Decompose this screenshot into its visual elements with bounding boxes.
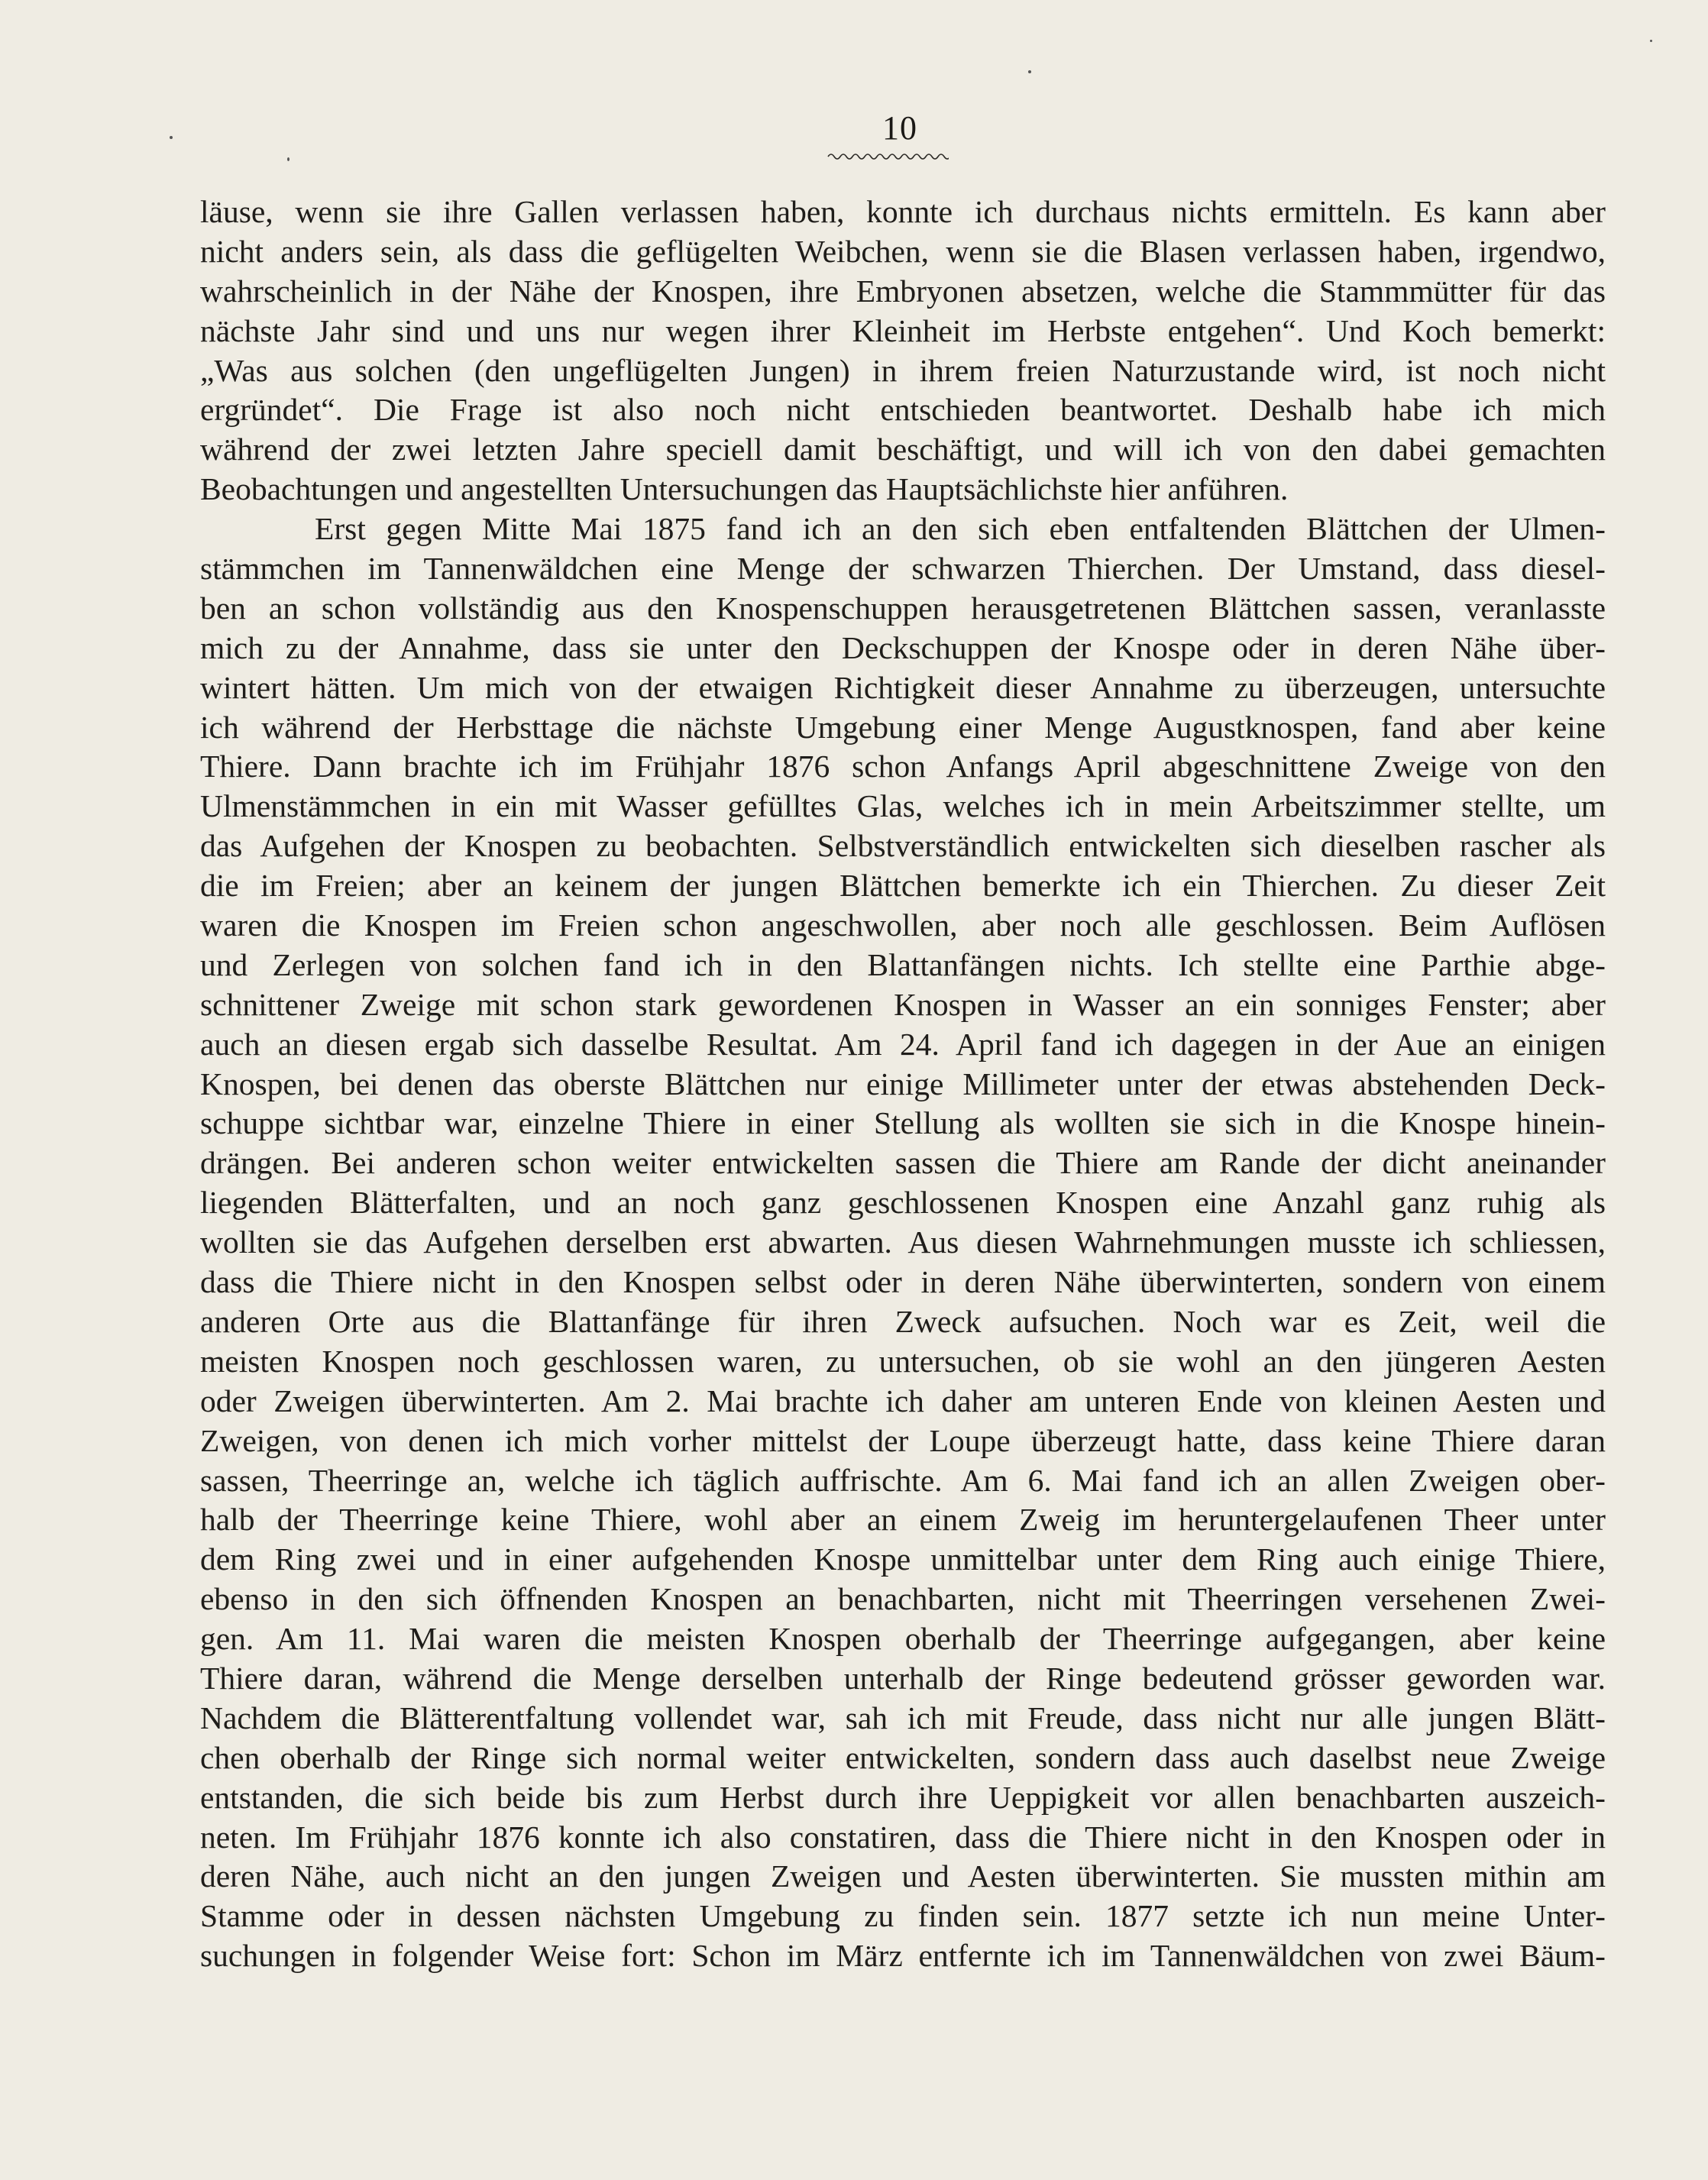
text-line: Nachdem die Blätterentfaltung vollendet war, sah ich mit Freude, dass nicht nur alle jungen Blätt- (200, 1700, 1606, 1735)
text-line: sassen, Theerringe an, welche ich täglich auffrischte. Am 6. Mai fand ich an allen Zweigen ober- (200, 1462, 1606, 1498)
text-line: Knospen, bei denen das oberste Blättchen nur einige Millimeter unter der etwas abstehenden Deck- (200, 1066, 1606, 1101)
text-line: nicht anders sein, als dass die geflügelten Weibchen, wenn sie die Blasen verlassen haben, irgendwo, (200, 233, 1606, 269)
text-line: anderen Orte aus die Blattanfänge für ihren Zweck aufsuchen. Noch war es Zeit, weil die (200, 1303, 1606, 1339)
text-line: wintert hätten. Um mich von der etwaigen Richtigkeit dieser Annahme zu überzeugen, untersuchte (200, 669, 1606, 705)
text-line: auch an diesen ergab sich dasselbe Resultat. Am 24. April fand ich dagegen in der Aue an einigen (200, 1026, 1606, 1062)
text-line: mich zu der Annahme, dass sie unter den Deckschuppen der Knospe oder in deren Nähe über- (200, 629, 1606, 665)
text-line: neten. Im Frühjahr 1876 konnte ich also constatiren, dass die Thiere nicht in den Knospen oder in (200, 1819, 1606, 1855)
text-line: stämmchen im Tannenwäldchen eine Menge der schwarzen Thierchen. Der Umstand, dass diesel- (200, 551, 1606, 587)
text-line: halb der Theerringe keine Thiere, wohl aber an einem Zweig im heruntergelaufenen Theer unter (200, 1502, 1606, 1538)
text-line: wahrscheinlich in der Nähe der Knospen, ihre Embryonen absetzen, welche die Stammmütter für das (200, 273, 1606, 309)
text-line: läuse, wenn sie ihre Gallen verlassen haben, konnte ich durchaus nichts ermitteln. Es kann aber (200, 194, 1606, 229)
text-line: „Was aus solchen (den ungeflügelten Jungen) in ihrem freien Naturzustande wird, ist noch nicht (200, 352, 1606, 388)
text-line: ebenso in den sich öffnenden Knospen an benachbarten, nicht mit Theerringen versehenen Zwei- (200, 1581, 1606, 1617)
body-text (200, 192, 1606, 1976)
text-line: und Zerlegen von solchen fand ich in den Blattanfängen nichts. Ich stellte eine Parthie abge- (200, 946, 1606, 982)
text-line: Thiere daran, während die Menge derselben unterhalb der Ringe bedeutend grösser geworden war. (200, 1660, 1606, 1696)
text-line: drängen. Bei anderen schon weiter entwickelten sassen die Thiere am Rande der dicht aneinander (200, 1145, 1606, 1181)
decorative-wave-rule (827, 150, 949, 162)
text-line: nächste Jahr sind und uns nur wegen ihrer Kleinheit im Herbste entgehen“. Und Koch bemerkt: (200, 312, 1606, 348)
text-line: dem Ring zwei und in einer aufgehenden Knospe unmittelbar unter dem Ring auch einige Thiere, (200, 1541, 1606, 1577)
text-line: chen oberhalb der Ringe sich normal weiter entwickelten, sondern dass auch daselbst neue Zweige (200, 1739, 1606, 1775)
paper-speck (287, 157, 290, 161)
text-line: während der zwei letzten Jahre speciell damit beschäftigt, und will ich von den dabei gemachten (200, 432, 1606, 467)
text-line: wollten sie das Aufgehen derselben erst abwarten. Aus diesen Wahrnehmungen musste ich schliessen, (200, 1224, 1606, 1260)
text-line: dass die Thiere nicht in den Knospen selbst oder in deren Nähe überwinterten, sondern von einem (200, 1264, 1606, 1300)
text-line: Ulmenstämmchen in ein mit Wasser gefülltes Glas, welches ich in mein Arbeitszimmer stellte, um (200, 788, 1606, 824)
paper-speck (1650, 40, 1652, 42)
text-line: suchungen in folgender Weise fort: Schon im März entfernte ich im Tannenwäldchen von zwei Bäum- (200, 1938, 1606, 1974)
text-line: die im Freien; aber an keinem der jungen Blättchen bemerkte ich ein Thierchen. Zu dieser Zeit (200, 868, 1606, 904)
text-line: ich während der Herbsttage die nächste Umgebung einer Menge Augustknospen, fand aber keine (200, 709, 1606, 745)
text-line: Erst gegen Mitte Mai 1875 fand ich an den sich eben entfaltenden Blättchen der Ulmen- (315, 511, 1606, 547)
text-line: schuppe sichtbar war, einzelne Thiere in einer Stellung als wollten sie sich in die Knospe hinein- (200, 1105, 1606, 1141)
text-line: schnittener Zweige mit schon stark gewordenen Knospen in Wasser an ein sonniges Fenster; aber (200, 986, 1606, 1022)
text-line: ben an schon vollständig aus den Knospenschuppen herausgetretenen Blättchen sassen, veranlasste (200, 590, 1606, 626)
text-line: Zweigen, von denen ich mich vorher mittelst der Loupe überzeugt hatte, dass keine Thiere daran (200, 1422, 1606, 1458)
text-line: Stamme oder in dessen nächsten Umgebung zu finden sein. 1877 setzte ich nun meine Unter- (200, 1898, 1606, 1934)
text-line: liegenden Blätterfalten, und an noch ganz geschlossenen Knospen eine Anzahl ganz ruhig als (200, 1185, 1606, 1221)
text-line: ergründet“. Die Frage ist also noch nicht entschieden beantwortet. Deshalb habe ich mich (200, 392, 1606, 428)
text-line: entstanden, die sich beide bis zum Herbst durch ihre Ueppigkeit vor allen benachbarten auszeich- (200, 1779, 1606, 1815)
text-line: Beobachtungen und angestellten Untersuchungen das Hauptsächlichste hier anführen. (200, 471, 1289, 507)
text-line: deren Nähe, auch nicht an den jungen Zweigen und Aesten überwinterten. Sie mussten mithin am (200, 1858, 1606, 1894)
page-number: 10 (882, 109, 917, 147)
text-line: meisten Knospen noch geschlossen waren, zu untersuchen, ob sie wohl an den jüngeren Aesten (200, 1343, 1606, 1379)
text-line: Thiere. Dann brachte ich im Frühjahr 1876 schon Anfangs April abgeschnittene Zweige von den (200, 749, 1606, 784)
text-line: gen. Am 11. Mai waren die meisten Knospen oberhalb der Theerringe aufgegangen, aber keine (200, 1621, 1606, 1657)
paper-speck (1028, 70, 1031, 73)
paper-speck (170, 136, 173, 139)
text-line: waren die Knospen im Freien schon angeschwollen, aber noch alle geschlossen. Beim Auflösen (200, 907, 1606, 943)
text-line: das Aufgehen der Knospen zu beobachten. Selbstverständlich entwickelten sich dieselben rascher als (200, 828, 1606, 864)
text-line: oder Zweigen überwinterten. Am 2. Mai brachte ich daher am unteren Ende von kleinen Aesten und (200, 1383, 1606, 1418)
